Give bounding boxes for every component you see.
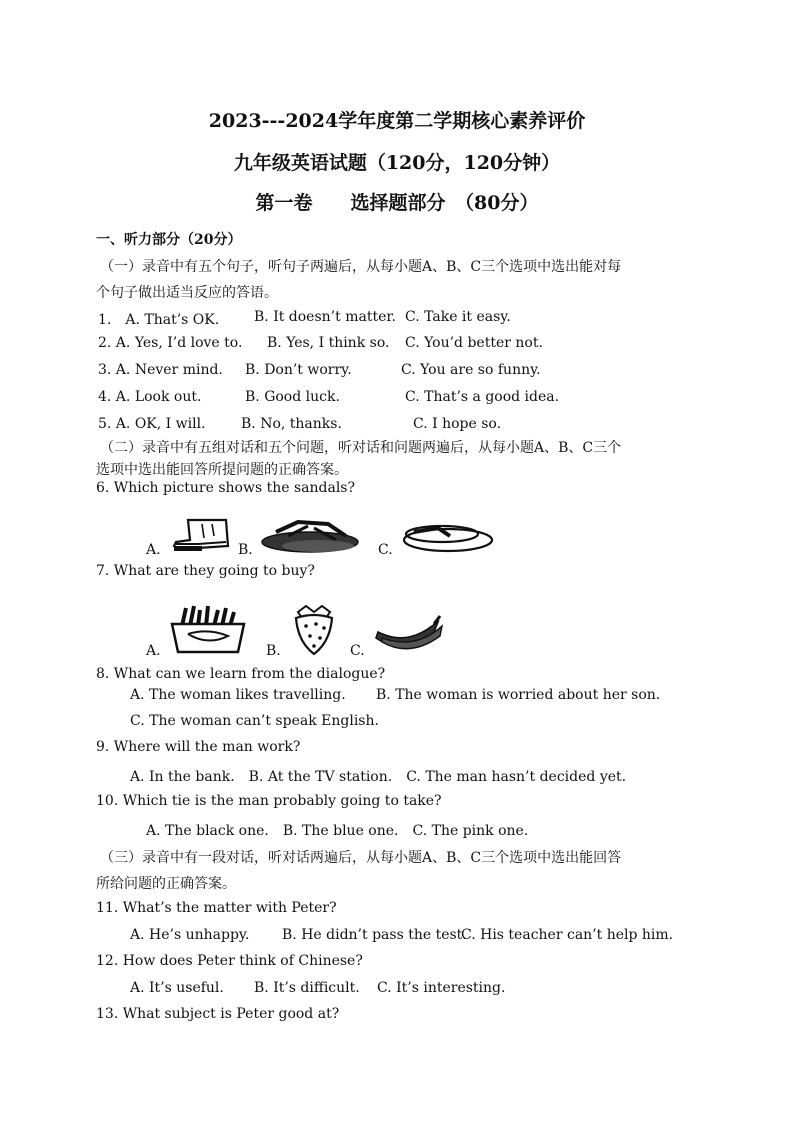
q7-option-b-label: B. [266, 643, 281, 659]
q10-stem: 10. Which tie is the man probably going to take? [96, 793, 442, 809]
q1-option-c: C. Take it easy. [405, 309, 511, 325]
q11-option-a: A. He’s unhappy. [130, 927, 250, 943]
q12-option-c: C. It’s interesting. [377, 980, 506, 996]
part1-instruction-line1: （一）录音中有五个句子，听句子两遍后，从每小题A、B、C三个选项中选出能对每 [100, 259, 622, 275]
q6-option-b-label: B. [238, 542, 253, 558]
q2-option-a: 2. A. Yes, I’d love to. [98, 335, 243, 351]
q4-option-b: B. Good luck. [245, 389, 340, 405]
q12-stem: 12. How does Peter think of Chinese? [96, 953, 363, 969]
q12-option-a: A. It’s useful. [130, 980, 224, 996]
q11-option-b: B. He didn’t pass the test. [282, 927, 467, 943]
q5-option-c: C. I hope so. [413, 416, 502, 432]
part3-instruction-line2: 所给问题的正确答案。 [96, 876, 236, 892]
q6-option-c-label: C. [378, 542, 393, 558]
q5-option-a: 5. A. OK, I will. [98, 416, 206, 432]
q2-option-c: C. You’d better not. [405, 335, 543, 351]
q6-stem: 6. Which picture shows the sandals? [96, 480, 355, 496]
q7-option-a-label: A. [146, 643, 161, 659]
q1-option-b: B. It doesn’t matter. [254, 309, 396, 325]
q3-option-a: 3. A. Never mind. [98, 362, 223, 378]
q7-stem: 7. What are they going to buy? [96, 563, 315, 579]
q8-option-a: A. The woman likes travelling. [130, 687, 346, 703]
q12-option-b: B. It’s difficult. [254, 980, 360, 996]
q8-stem: 8. What can we learn from the dialogue? [96, 666, 386, 682]
q4-option-a: 4. A. Look out. [98, 389, 202, 405]
section-listening-heading: 一、听力部分（20分） [96, 232, 242, 248]
q2-option-b: B. Yes, I think so. [267, 335, 390, 351]
part2-instruction-line2: 选项中选出能回答所提问题的正确答案。 [96, 462, 348, 478]
q3-option-b: B. Don’t worry. [245, 362, 352, 378]
q4-option-c: C. That’s a good idea. [405, 389, 560, 405]
bananas-picture-c [372, 612, 446, 656]
slippers-picture-c [398, 518, 494, 556]
paper-title: 第一卷 选择题部分 （80分） [255, 192, 539, 214]
q5-option-b: B. No, thanks. [241, 416, 342, 432]
q11-stem: 11. What’s the matter with Peter? [96, 900, 337, 916]
q1-option-a: 1. A. That’s OK. [98, 312, 220, 328]
q11-option-c: C. His teacher can’t help him. [461, 927, 674, 943]
q8-option-b: B. The woman is worried about her son. [376, 687, 661, 703]
exam-title: 2023---2024学年度第二学期核心素养评价 [208, 110, 586, 132]
q13-stem: 13. What subject is Peter good at? [96, 1006, 340, 1022]
exam-subtitle: 九年级英语试题（120分，120分钟） [233, 152, 561, 174]
q8-option-c: C. The woman can’t speak English. [130, 713, 379, 729]
part3-instruction-line1: （三）录音中有一段对话，听对话两遍后，从每小题A、B、C三个选项中选出能回答 [100, 850, 622, 866]
q9-stem: 9. Where will the man work? [96, 739, 301, 755]
q3-option-c: C. You are so funny. [401, 362, 541, 378]
q9-options: A. In the bank. B. At the TV station. C. The man hasn’t decided yet. [130, 769, 627, 785]
q6-option-a-label: A. [146, 542, 161, 558]
strawberry-picture-b [290, 604, 338, 656]
q7-option-c-label: C. [350, 643, 365, 659]
part2-instruction-line1: （二）录音中有五组对话和五个问题，听对话和问题两遍后，从每小题A、B、C三个 [100, 440, 622, 456]
q10-options: A. The black one. B. The blue one. C. The pink one. [146, 823, 529, 839]
part1-instruction-line2: 个句子做出适当反应的答语。 [96, 285, 278, 301]
fries-picture-a [168, 604, 248, 654]
shoe-picture-a [168, 516, 234, 556]
sandals-picture-b [258, 516, 362, 556]
